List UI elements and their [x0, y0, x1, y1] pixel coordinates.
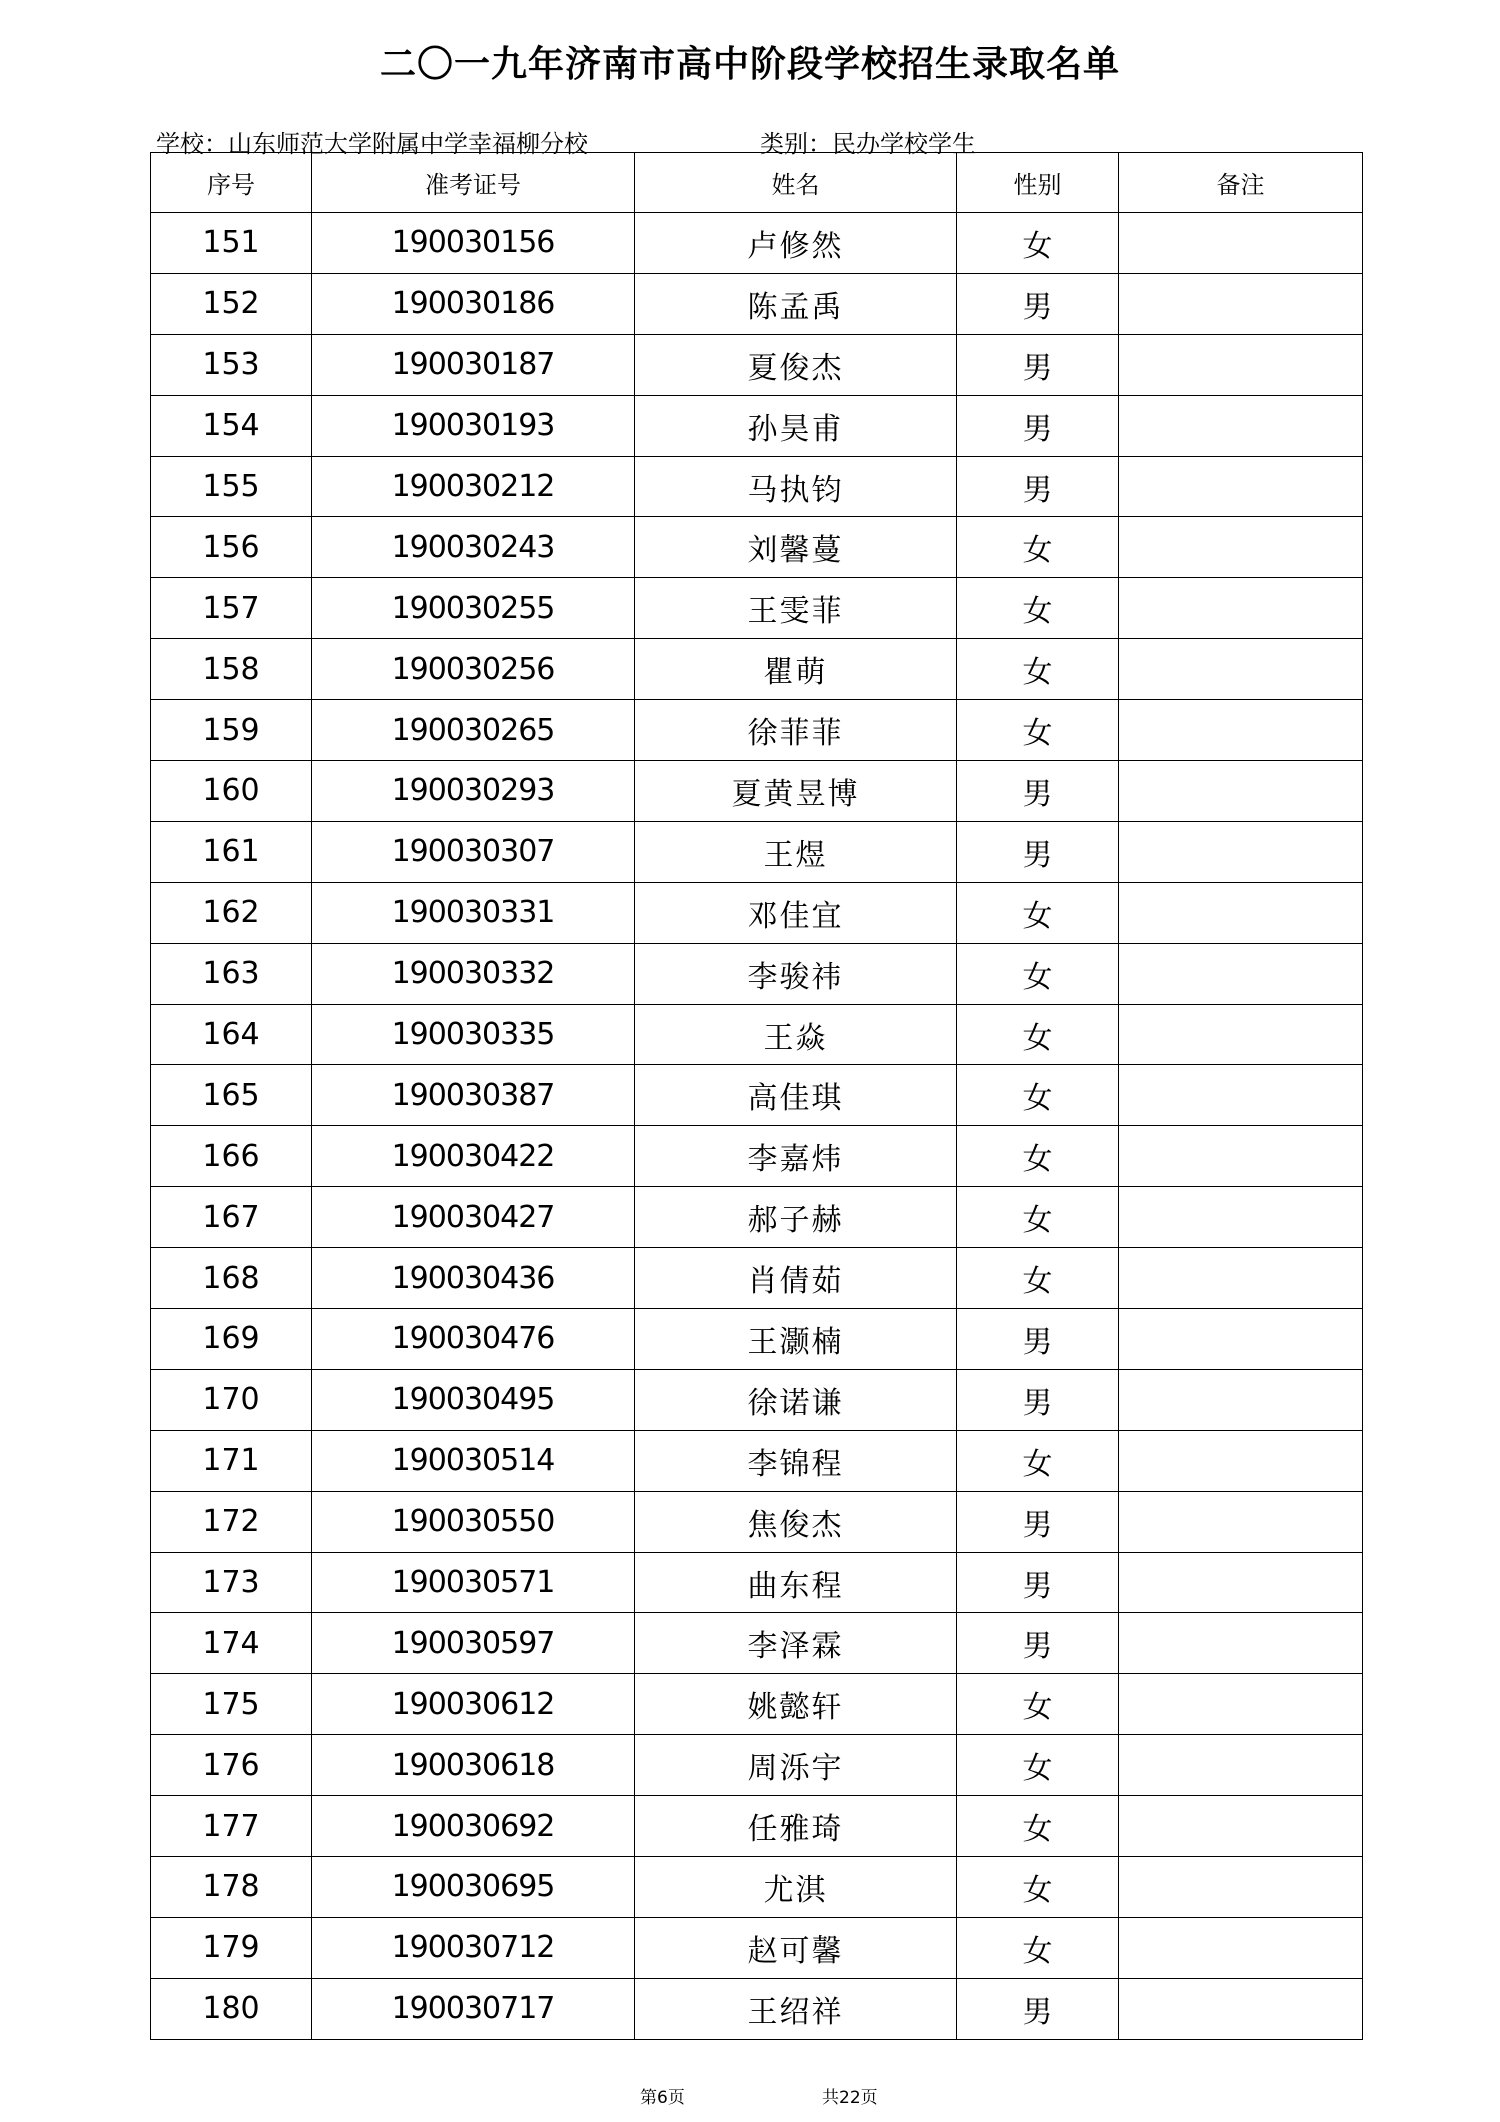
cell-remarks — [1119, 213, 1363, 274]
table-row — [151, 1309, 1363, 1370]
cell-name: 夏俊杰 — [635, 334, 957, 395]
cell-serial-no: 156 — [151, 517, 312, 578]
school-label: 学校：山东师范大学附属中学幸福柳分校 — [156, 130, 588, 158]
cell-exam-id: 190030550 — [312, 1491, 635, 1552]
table-row — [151, 1674, 1363, 1735]
cell-gender: 女 — [957, 1917, 1119, 1978]
table-row — [151, 700, 1363, 761]
cell-exam-id: 190030331 — [312, 882, 635, 943]
cell-gender: 女 — [957, 1430, 1119, 1491]
cell-serial-no: 163 — [151, 943, 312, 1004]
cell-remarks — [1119, 578, 1363, 639]
cell-gender: 女 — [957, 517, 1119, 578]
cell-gender: 女 — [957, 1735, 1119, 1796]
cell-serial-no: 153 — [151, 334, 312, 395]
cell-name: 曲东程 — [635, 1552, 957, 1613]
table-row — [151, 517, 1363, 578]
cell-serial-no: 180 — [151, 1978, 312, 2039]
cell-exam-id: 190030514 — [312, 1430, 635, 1491]
cell-remarks — [1119, 1796, 1363, 1857]
cell-name: 李骏祎 — [635, 943, 957, 1004]
table-row — [151, 1491, 1363, 1552]
table-row — [151, 213, 1363, 274]
cell-remarks — [1119, 1065, 1363, 1126]
cell-name: 夏黄昱博 — [635, 761, 957, 822]
cell-remarks — [1119, 1552, 1363, 1613]
cell-serial-no: 174 — [151, 1613, 312, 1674]
table-row — [151, 1248, 1363, 1309]
cell-gender: 男 — [957, 273, 1119, 334]
table-row — [151, 1369, 1363, 1430]
cell-exam-id: 190030186 — [312, 273, 635, 334]
cell-remarks — [1119, 1430, 1363, 1491]
cell-serial-no: 160 — [151, 761, 312, 822]
cell-name: 马执钧 — [635, 456, 957, 517]
header-serial-no: 序号 — [151, 153, 312, 213]
cell-remarks — [1119, 943, 1363, 1004]
cell-name: 赵可馨 — [635, 1917, 957, 1978]
table-row — [151, 1552, 1363, 1613]
cell-name: 李泽霖 — [635, 1613, 957, 1674]
cell-serial-no: 151 — [151, 213, 312, 274]
cell-gender: 女 — [957, 882, 1119, 943]
cell-gender: 女 — [957, 1065, 1119, 1126]
table-row — [151, 1978, 1363, 2039]
table-row — [151, 761, 1363, 822]
table-row — [151, 1065, 1363, 1126]
cell-name: 尤淇 — [635, 1857, 957, 1918]
cell-serial-no: 177 — [151, 1796, 312, 1857]
table-row — [151, 943, 1363, 1004]
table-row — [151, 882, 1363, 943]
cell-name: 周泺宇 — [635, 1735, 957, 1796]
cell-exam-id: 190030495 — [312, 1369, 635, 1430]
header-exam-id: 准考证号 — [312, 153, 635, 213]
table-row — [151, 1004, 1363, 1065]
table-row — [151, 1735, 1363, 1796]
cell-gender: 男 — [957, 1978, 1119, 2039]
cell-gender: 男 — [957, 1552, 1119, 1613]
cell-serial-no: 175 — [151, 1674, 312, 1735]
cell-remarks — [1119, 1491, 1363, 1552]
cell-name: 王绍祥 — [635, 1978, 957, 2039]
cell-remarks — [1119, 517, 1363, 578]
cell-serial-no: 164 — [151, 1004, 312, 1065]
table-row — [151, 639, 1363, 700]
cell-name: 徐诺谦 — [635, 1369, 957, 1430]
header-name: 姓名 — [635, 153, 957, 213]
cell-gender: 女 — [957, 1857, 1119, 1918]
cell-name: 高佳琪 — [635, 1065, 957, 1126]
cell-gender: 男 — [957, 395, 1119, 456]
cell-serial-no: 161 — [151, 821, 312, 882]
cell-serial-no: 155 — [151, 456, 312, 517]
cell-exam-id: 190030427 — [312, 1187, 635, 1248]
cell-remarks — [1119, 1674, 1363, 1735]
cell-serial-no: 166 — [151, 1126, 312, 1187]
table-row — [151, 334, 1363, 395]
cell-exam-id: 190030422 — [312, 1126, 635, 1187]
cell-exam-id: 190030256 — [312, 639, 635, 700]
table-row — [151, 578, 1363, 639]
cell-gender: 男 — [957, 1491, 1119, 1552]
cell-exam-id: 190030618 — [312, 1735, 635, 1796]
header-gender: 性别 — [957, 153, 1119, 213]
cell-name: 王焱 — [635, 1004, 957, 1065]
cell-remarks — [1119, 1978, 1363, 2039]
cell-exam-id: 190030695 — [312, 1857, 635, 1918]
cell-name: 刘馨蔓 — [635, 517, 957, 578]
table-row — [151, 1796, 1363, 1857]
cell-serial-no: 171 — [151, 1430, 312, 1491]
cell-name: 瞿萌 — [635, 639, 957, 700]
cell-exam-id: 190030307 — [312, 821, 635, 882]
header-remarks: 备注 — [1119, 153, 1363, 213]
cell-remarks — [1119, 1126, 1363, 1187]
cell-name: 李锦程 — [635, 1430, 957, 1491]
cell-serial-no: 154 — [151, 395, 312, 456]
cell-serial-no: 158 — [151, 639, 312, 700]
table-row — [151, 273, 1363, 334]
cell-gender: 女 — [957, 943, 1119, 1004]
cell-exam-id: 190030332 — [312, 943, 635, 1004]
cell-exam-id: 190030436 — [312, 1248, 635, 1309]
cell-exam-id: 190030717 — [312, 1978, 635, 2039]
category-label: 类别：民办学校学生 — [760, 130, 976, 158]
cell-serial-no: 173 — [151, 1552, 312, 1613]
table-header-row — [151, 153, 1363, 213]
cell-gender: 女 — [957, 639, 1119, 700]
cell-exam-id: 190030571 — [312, 1552, 635, 1613]
cell-gender: 男 — [957, 1369, 1119, 1430]
cell-name: 王雯菲 — [635, 578, 957, 639]
cell-exam-id: 190030476 — [312, 1309, 635, 1370]
document-title: 二〇一九年济南市高中阶段学校招生录取名单 — [379, 44, 1120, 85]
cell-serial-no: 159 — [151, 700, 312, 761]
cell-serial-no: 167 — [151, 1187, 312, 1248]
cell-gender: 男 — [957, 334, 1119, 395]
cell-gender: 男 — [957, 1613, 1119, 1674]
table-row — [151, 395, 1363, 456]
cell-name: 邓佳宜 — [635, 882, 957, 943]
cell-remarks — [1119, 1735, 1363, 1796]
cell-remarks — [1119, 821, 1363, 882]
cell-gender: 男 — [957, 761, 1119, 822]
cell-remarks — [1119, 1917, 1363, 1978]
cell-exam-id: 190030193 — [312, 395, 635, 456]
cell-exam-id: 190030293 — [312, 761, 635, 822]
cell-exam-id: 190030335 — [312, 1004, 635, 1065]
cell-serial-no: 172 — [151, 1491, 312, 1552]
cell-exam-id: 190030255 — [312, 578, 635, 639]
cell-gender: 男 — [957, 821, 1119, 882]
cell-gender: 女 — [957, 1674, 1119, 1735]
cell-gender: 女 — [957, 213, 1119, 274]
cell-name: 王煜 — [635, 821, 957, 882]
cell-gender: 女 — [957, 1248, 1119, 1309]
cell-name: 卢修然 — [635, 213, 957, 274]
table-row — [151, 1917, 1363, 1978]
cell-serial-no: 162 — [151, 882, 312, 943]
cell-name: 肖倩茹 — [635, 1248, 957, 1309]
cell-name: 焦俊杰 — [635, 1491, 957, 1552]
cell-remarks — [1119, 761, 1363, 822]
cell-remarks — [1119, 456, 1363, 517]
cell-gender: 女 — [957, 1004, 1119, 1065]
cell-remarks — [1119, 1857, 1363, 1918]
cell-gender: 男 — [957, 1309, 1119, 1370]
cell-serial-no: 165 — [151, 1065, 312, 1126]
table-body — [151, 213, 1363, 2040]
cell-exam-id: 190030612 — [312, 1674, 635, 1735]
cell-name: 李嘉炜 — [635, 1126, 957, 1187]
cell-serial-no: 176 — [151, 1735, 312, 1796]
cell-name: 孙昊甫 — [635, 395, 957, 456]
table-row — [151, 1126, 1363, 1187]
cell-remarks — [1119, 882, 1363, 943]
cell-serial-no: 168 — [151, 1248, 312, 1309]
cell-name: 王灏楠 — [635, 1309, 957, 1370]
cell-gender: 男 — [957, 456, 1119, 517]
cell-gender: 女 — [957, 1126, 1119, 1187]
table-row — [151, 456, 1363, 517]
cell-name: 任雅琦 — [635, 1796, 957, 1857]
cell-serial-no: 178 — [151, 1857, 312, 1918]
cell-remarks — [1119, 1004, 1363, 1065]
cell-gender: 女 — [957, 578, 1119, 639]
cell-gender: 女 — [957, 1187, 1119, 1248]
cell-remarks — [1119, 1187, 1363, 1248]
cell-remarks — [1119, 700, 1363, 761]
cell-serial-no: 170 — [151, 1369, 312, 1430]
cell-remarks — [1119, 1613, 1363, 1674]
page-total: 共22页 — [822, 2088, 878, 2108]
cell-serial-no: 152 — [151, 273, 312, 334]
cell-exam-id: 190030692 — [312, 1796, 635, 1857]
cell-exam-id: 190030243 — [312, 517, 635, 578]
cell-gender: 女 — [957, 1796, 1119, 1857]
cell-serial-no: 169 — [151, 1309, 312, 1370]
page-number: 第6页 — [640, 2088, 685, 2108]
cell-remarks — [1119, 334, 1363, 395]
cell-name: 陈孟禹 — [635, 273, 957, 334]
admission-table — [150, 152, 1363, 2040]
cell-remarks — [1119, 1248, 1363, 1309]
cell-exam-id: 190030712 — [312, 1917, 635, 1978]
cell-remarks — [1119, 639, 1363, 700]
table-row — [151, 1613, 1363, 1674]
cell-exam-id: 190030212 — [312, 456, 635, 517]
cell-exam-id: 190030265 — [312, 700, 635, 761]
cell-name: 徐菲菲 — [635, 700, 957, 761]
cell-exam-id: 190030597 — [312, 1613, 635, 1674]
cell-gender: 女 — [957, 700, 1119, 761]
cell-name: 郝子赫 — [635, 1187, 957, 1248]
cell-remarks — [1119, 395, 1363, 456]
cell-exam-id: 190030156 — [312, 213, 635, 274]
cell-remarks — [1119, 1369, 1363, 1430]
table-row — [151, 1857, 1363, 1918]
table-row — [151, 821, 1363, 882]
table-row — [151, 1187, 1363, 1248]
cell-exam-id: 190030387 — [312, 1065, 635, 1126]
cell-serial-no: 157 — [151, 578, 312, 639]
cell-name: 姚懿轩 — [635, 1674, 957, 1735]
cell-remarks — [1119, 273, 1363, 334]
cell-exam-id: 190030187 — [312, 334, 635, 395]
cell-serial-no: 179 — [151, 1917, 312, 1978]
cell-remarks — [1119, 1309, 1363, 1370]
table-row — [151, 1430, 1363, 1491]
